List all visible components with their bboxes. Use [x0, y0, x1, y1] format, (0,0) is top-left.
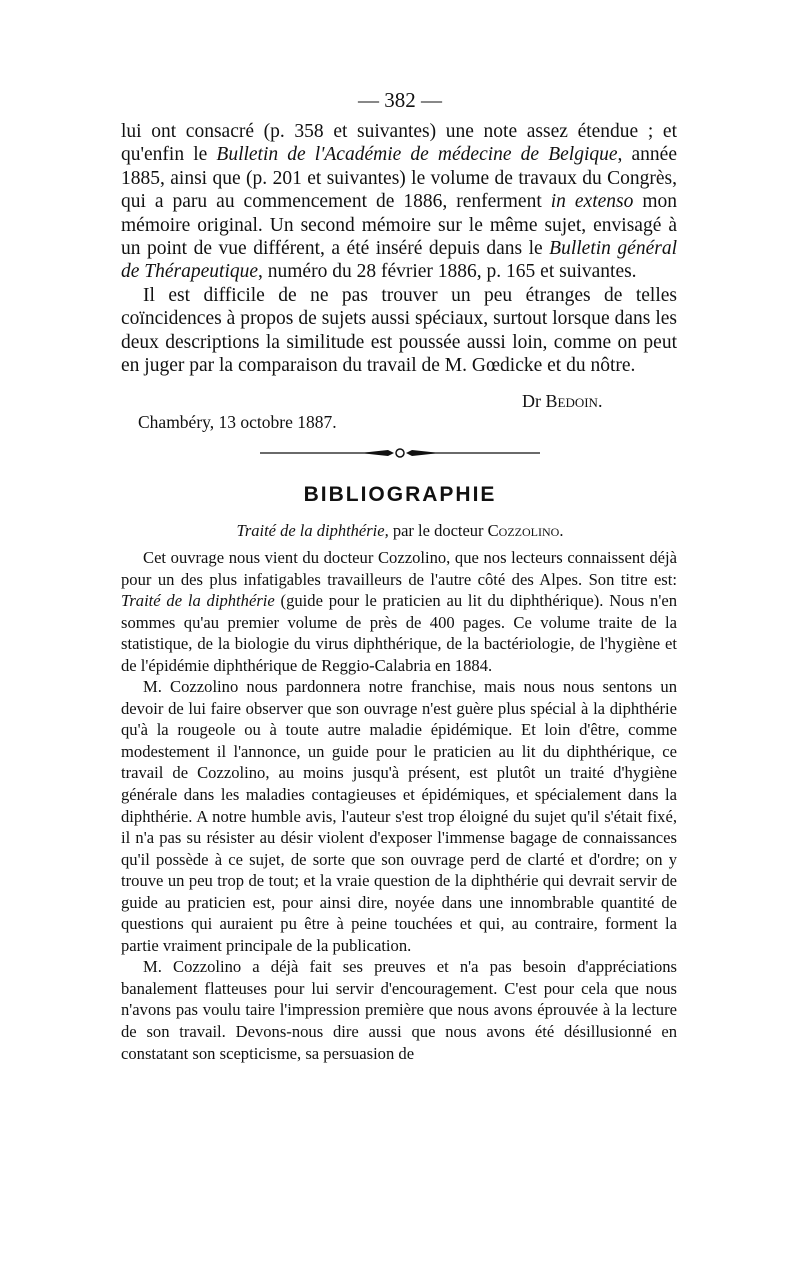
section-heading: BIBLIOGRAPHIE	[303, 483, 497, 506]
book-author: Cozzolino.	[487, 521, 564, 540]
signature-name: Bedoin.	[545, 391, 603, 411]
text-run: mon mémoire original. Un second mémoire sur le même sujet, envisagé à un point de vue différent, a été inséré depuis dans le	[121, 191, 678, 260]
ornament-divider	[260, 443, 540, 463]
paragraph-1	[121, 120, 677, 284]
text-run: Cet ouvrage nous vient du docteur Cozzolino, que nos lecteurs connaissent déjà pour un des plus infatigables travailleurs de l'autre côté des Alpes. Son titre est:	[121, 548, 677, 589]
text-run: lui ont consacré (p. 358 et suivantes) une note assez étendue ; et qu'enfin le	[121, 121, 677, 166]
signature-title: Dr	[522, 391, 541, 411]
journal-title: Bulletin général de Thérapeutique	[121, 238, 677, 283]
book-reference	[0, 521, 800, 541]
review-text	[121, 547, 677, 1064]
book-title: Traité de la diphthérie,	[236, 521, 389, 540]
text-run: (guide pour le praticien au lit du diphthérique). Nous n'en sommes qu'au premier volume de près de 400 pages. Ce volume traite de la statistique, de la biologie du virus diphthérique, de la bactériologie, de l'hygiène et de l'épidémie diphthérique de Reggio-Calabria en 1884.	[121, 591, 677, 675]
book-title-inline: Traité de la diphthérie	[121, 591, 275, 611]
review-paragraph-1	[121, 547, 677, 676]
signature	[522, 391, 602, 412]
place-date: Chambéry, 13 octobre 1887.	[138, 412, 337, 432]
latin-phrase: in extenso	[550, 191, 634, 213]
text-run: , année 1885, ainsi que (p. 201 et suivantes) le volume de travaux du Congrès, qui a paru au commencement de 1886, renferment	[121, 144, 677, 213]
text-run: , numéro du 28 février 1886, p. 165 et suivantes.	[258, 261, 637, 283]
review-paragraph-2: M. Cozzolino nous pardonnera notre franchise, mais nous nous sentons un devoir de lui faire observer que son ouvrage n'est guère plus spécial à la diphthérie qu'à la rougeole ou à toute autre maladie épidémique. Et loin d'être, comme modestement il l'annonce, un guide pour le praticien au lit du diphthérique, ce travail de Cozzolino, au moins jusqu'à présent, est plutôt un traité d'hygiène générale dans les maladies contagieuses et épidémiques, et spécialement dans la diphthérie. A notre humble avis, l'auteur s'est trop éloigné du sujet qu'il s'était fixé, il n'a pas su résister au désir violent d'exposer l'immense bagage de connaissances qu'il possède à ce sujet, de sorte que son ouvrage perd de clarté et d'ordre; on y trouve un peu trop de tout; et la vraie question de la diphthérie qui devrait servir de guide au praticien est, pour ainsi dire, noyée dans une innombrable quantité de questions qui auraient pu être à peine touchées et qui, au contraire, forment la partie vraiment principale de la publication.	[121, 677, 677, 955]
journal-title: Bulletin de l'Académie de médecine de Belgique	[216, 144, 618, 166]
paragraph-2: Il est difficile de ne pas trouver un peu étranges de telles coïncidences à propos de sujets aussi spéciaux, surtout lorsque dans les deux descriptions la similitude est poussée aussi loin, comme on peut en juger par la comparaison du travail de M. Gœdicke et du nôtre.	[121, 284, 677, 377]
top-text	[121, 120, 677, 377]
page-number: — 382 —	[358, 88, 442, 112]
text-run: par le docteur	[388, 521, 488, 540]
review-paragraph-3: M. Cozzolino a déjà fait ses preuves et n'a pas besoin d'appréciations banalement flatteuses pour lui servir d'encouragement. C'est pour cela que nous n'avons pas voulu taire l'impression première que nous avons éprouvée à la lecture de son travail. Devons-nous dire aussi que nous avons été désillusionné en constatant son scepticisme, sa persuasion de	[121, 957, 677, 1063]
